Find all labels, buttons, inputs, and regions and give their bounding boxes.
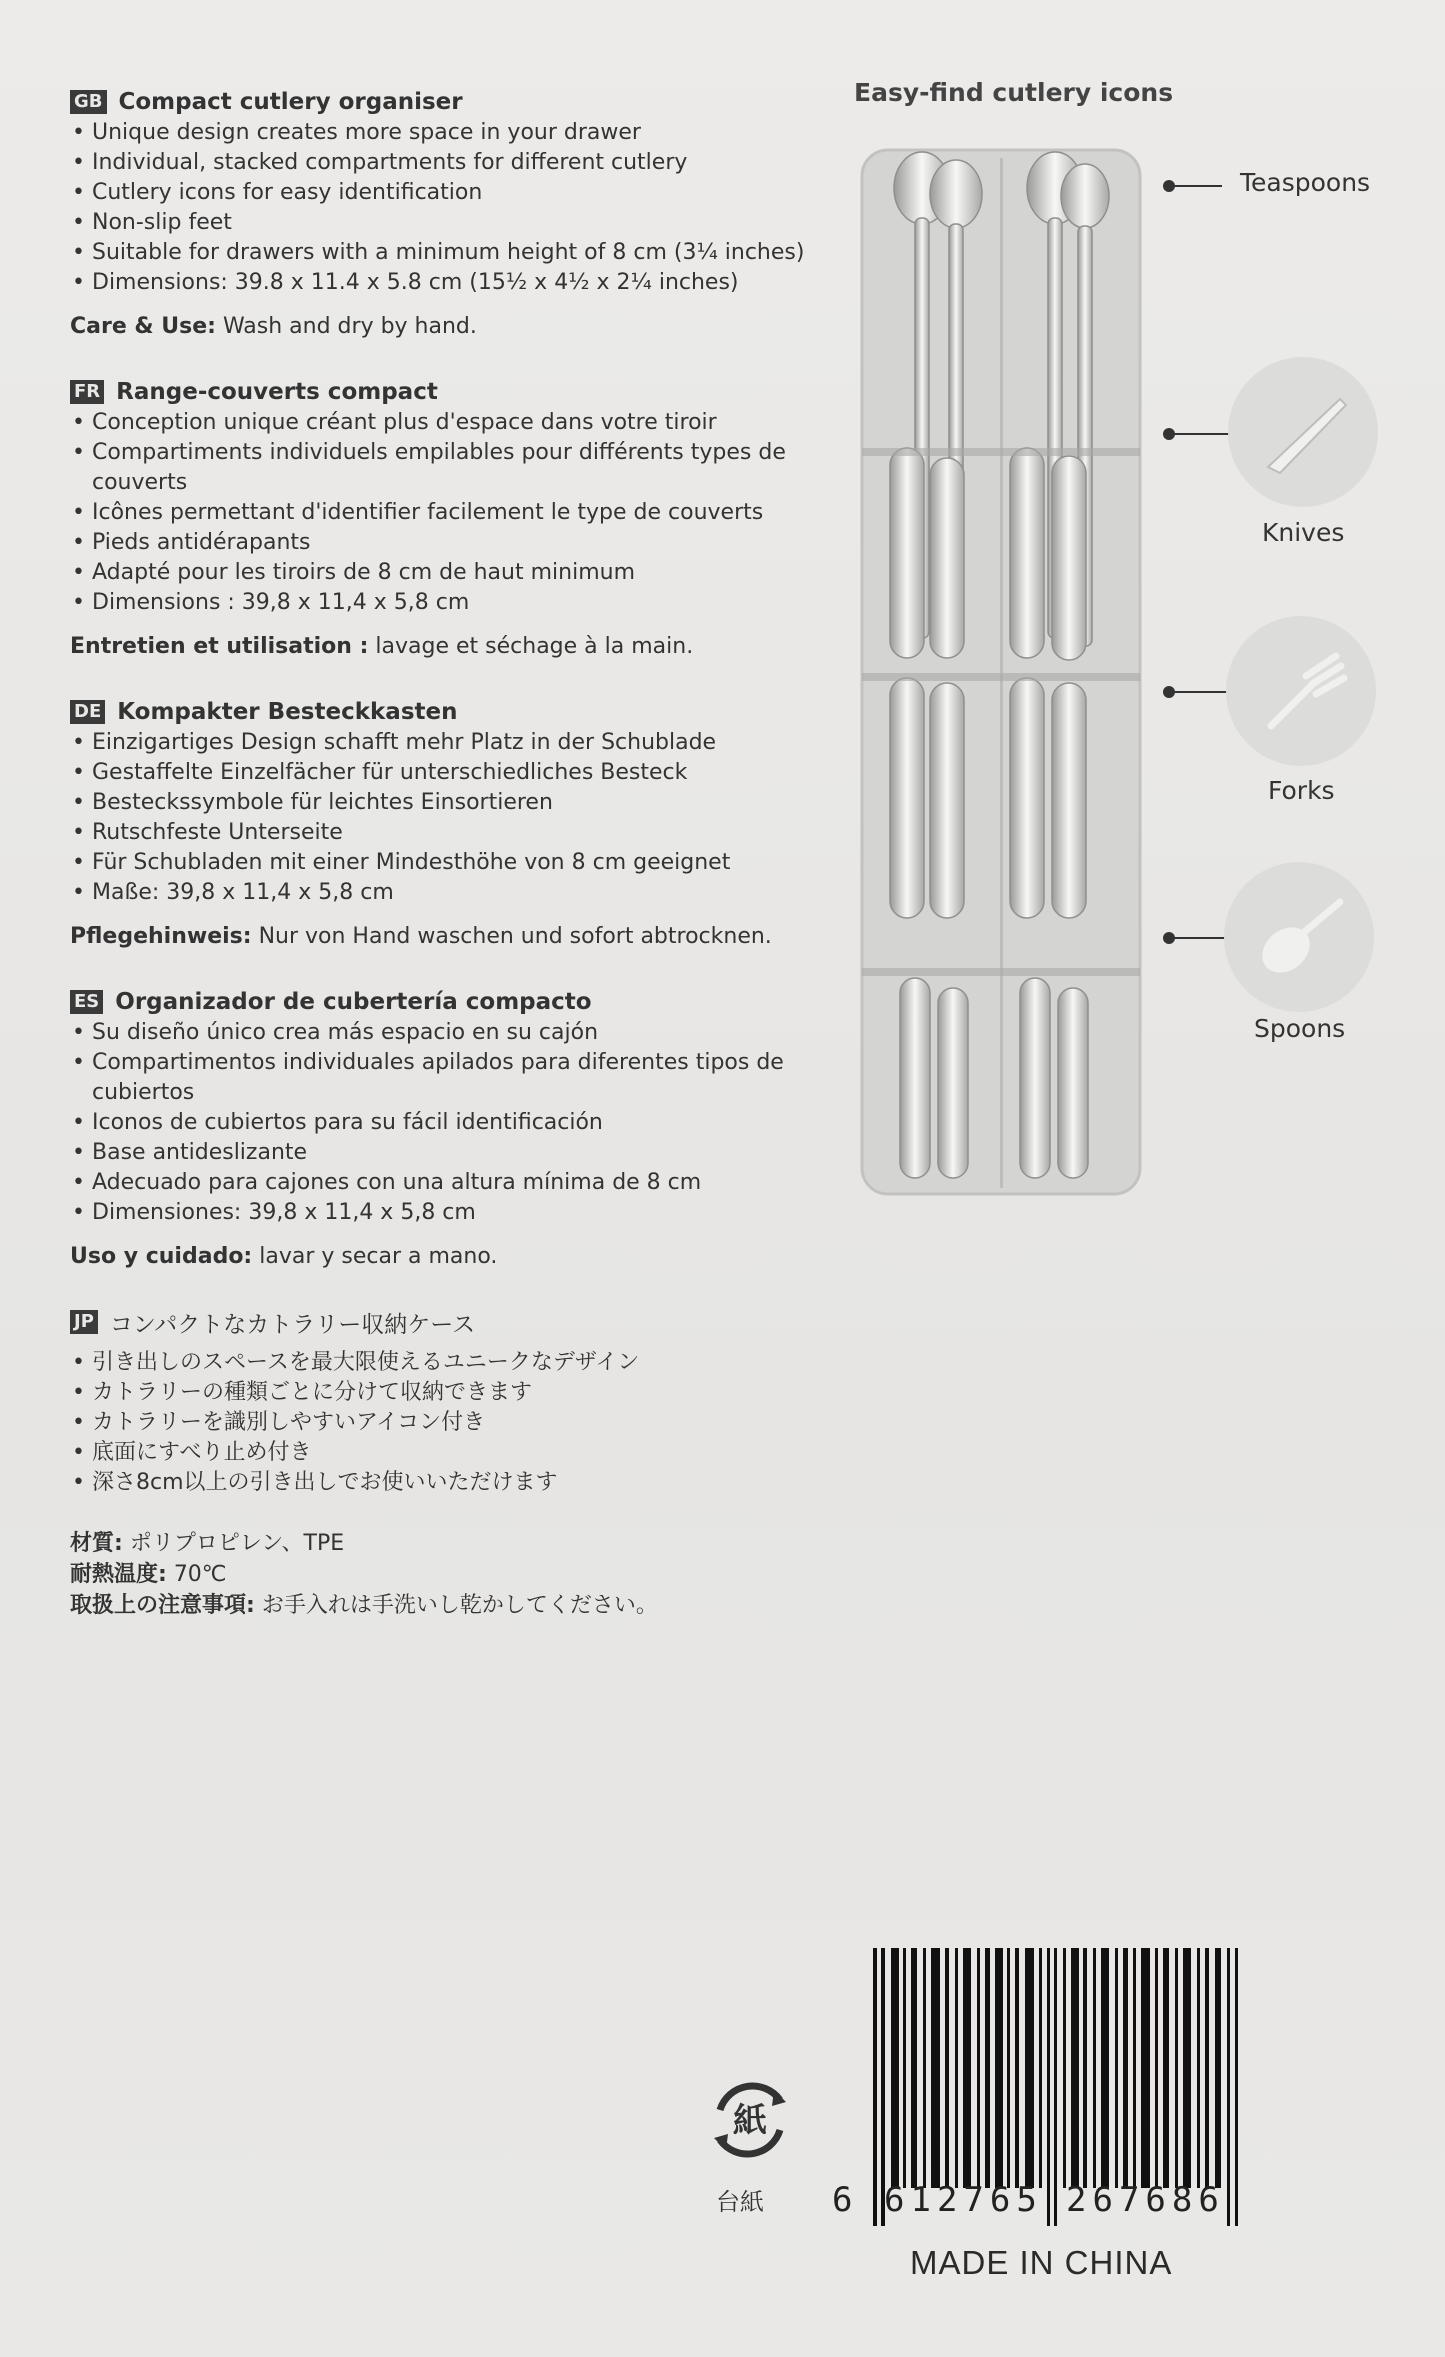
jp-spec-block [70,1528,830,1621]
list-item: • Besteckssymbole für leichtes Einsortieren [70,788,830,818]
fork-icon [1226,616,1376,766]
language-tag: ES [70,990,103,1014]
section-header [70,986,830,1018]
list-item: • Individual, stacked compartments for different cutlery [70,148,830,178]
section-title: コンパクトなカトラリー収納ケース [109,1311,476,1338]
recycle-label: 台紙 [716,2188,764,2216]
list-item: • Pieds antidérapants [70,528,830,558]
cutlery-tray-illustration [860,148,1142,1196]
handling-text: お手入れは手洗いし乾かしてください。 [261,1593,658,1618]
list-item: • カトラリーの種類ごとに分けて収納できます [70,1378,830,1408]
list-item: • Icônes permettant d'identifier facilement le type de couverts [70,498,830,528]
list-item: • Adecuado para cajones con una altura mínima de 8 cm [70,1168,830,1198]
language-tag: FR [70,380,104,404]
label-forks: Forks [1268,776,1335,805]
care-text: lavar y secar a mano. [259,1244,498,1269]
figure-title: Easy-find cutlery icons [854,78,1174,107]
callout-line [1172,691,1232,693]
paper-recycle-icon [700,2070,800,2170]
bullet-list [70,1018,830,1228]
handling-line [70,1590,830,1621]
recycle-symbol: 紙 [733,2101,767,2141]
care-label: Uso y cuidado: [70,1244,253,1269]
text-column [70,86,830,1655]
section-title: Range-couverts compact [116,379,438,405]
label-teaspoons: Teaspoons [1240,168,1371,197]
care-line [70,1242,830,1272]
heat-label: 耐熱温度: [70,1562,167,1587]
section-header [70,1306,830,1338]
section-gb [70,86,830,342]
list-item: • Dimensions: 39.8 x 11.4 x 5.8 cm (15½ x 4½ x 2¼ inches) [70,268,830,298]
material-label: 材質: [70,1531,123,1556]
care-line [70,632,830,662]
barcode-group-1: 612765 [884,2180,1043,2220]
list-item: • Dimensions : 39,8 x 11,4 x 5,8 cm [70,588,830,618]
list-item: • Iconos de cubiertos para su fácil identificación [70,1108,830,1138]
list-item: • Für Schubladen mit einer Mindesthöhe von 8 cm geeignet [70,848,830,878]
list-item: • Base antideslizante [70,1138,830,1168]
list-item: • 底面にすべり止め付き [70,1438,830,1468]
callout-line [1172,937,1232,939]
list-item: • Cutlery icons for easy identification [70,178,830,208]
list-item: • Einzigartiges Design schafft mehr Platz in der Schublade [70,728,830,758]
list-item: • Adapté pour les tiroirs de 8 cm de haut minimum [70,558,830,588]
list-item: • Suitable for drawers with a minimum height of 8 cm (3¼ inches) [70,238,830,268]
heat-text: 70℃ [173,1562,227,1587]
list-item: • Compartimentos individuales apilados para diferentes tipos de cubiertos [70,1048,830,1108]
material-line [70,1528,830,1559]
barcode-group-2: 267686 [1066,2180,1225,2220]
list-item: • Dimensiones: 39,8 x 11,4 x 5,8 cm [70,1198,830,1228]
section-header [70,696,830,728]
section-fr [70,376,830,662]
list-item: • Conception unique créant plus d'espace dans votre tiroir [70,408,830,438]
list-item: • Non-slip feet [70,208,830,238]
section-title: Organizador de cubertería compacto [115,989,592,1015]
list-item: • Maße: 39,8 x 11,4 x 5,8 cm [70,878,830,908]
bullet-list [70,1348,830,1498]
care-line [70,922,830,952]
care-line [70,312,830,342]
section-de [70,696,830,952]
care-text: Nur von Hand waschen und sofort abtrocknen. [258,924,772,949]
care-text: Wash and dry by hand. [222,314,477,339]
section-title: Compact cutlery organiser [118,89,463,115]
care-text: lavage et séchage à la main. [375,634,694,659]
handling-label: 取扱上の注意事項: [70,1593,255,1618]
list-item: • Compartiments individuels empilables pour différents types de couverts [70,438,830,498]
list-item: • Su diseño único crea más espacio en su cajón [70,1018,830,1048]
language-tag: DE [70,700,105,724]
list-item: • Unique design creates more space in your drawer [70,118,830,148]
language-tag: JP [70,1310,98,1334]
heat-line [70,1559,830,1590]
list-item: • Rutschfeste Unterseite [70,818,830,848]
bullet-list [70,728,830,908]
label-spoons: Spoons [1254,1014,1346,1043]
section-header [70,86,830,118]
knife-icon [1228,357,1378,507]
label-knives: Knives [1262,518,1345,547]
section-jp [70,1306,830,1621]
section-title: Kompakter Besteckkasten [117,699,458,725]
list-item: • 深さ8cm以上の引き出しでお使いいただけます [70,1468,830,1498]
section-header [70,376,830,408]
list-item: • 引き出しのスペースを最大限使えるユニークなデザイン [70,1348,830,1378]
care-label: Entretien et utilisation : [70,634,369,659]
list-item: • Gestaffelte Einzelfächer für unterschiedliches Besteck [70,758,830,788]
material-text: ポリプロピレン、TPE [129,1531,345,1556]
language-tag: GB [70,90,107,114]
list-item: • カトラリーを識別しやすいアイコン付き [70,1408,830,1438]
callout-line [1172,185,1222,187]
section-es [70,986,830,1272]
care-label: Care & Use: [70,314,216,339]
bullet-list [70,408,830,618]
bullet-list [70,118,830,298]
callout-line [1172,433,1232,435]
spoon-icon [1224,862,1374,1012]
barcode-first-digit: 6 [832,2180,853,2220]
care-label: Pflegehinweis: [70,924,252,949]
made-in-label: MADE IN CHINA [910,2244,1173,2281]
